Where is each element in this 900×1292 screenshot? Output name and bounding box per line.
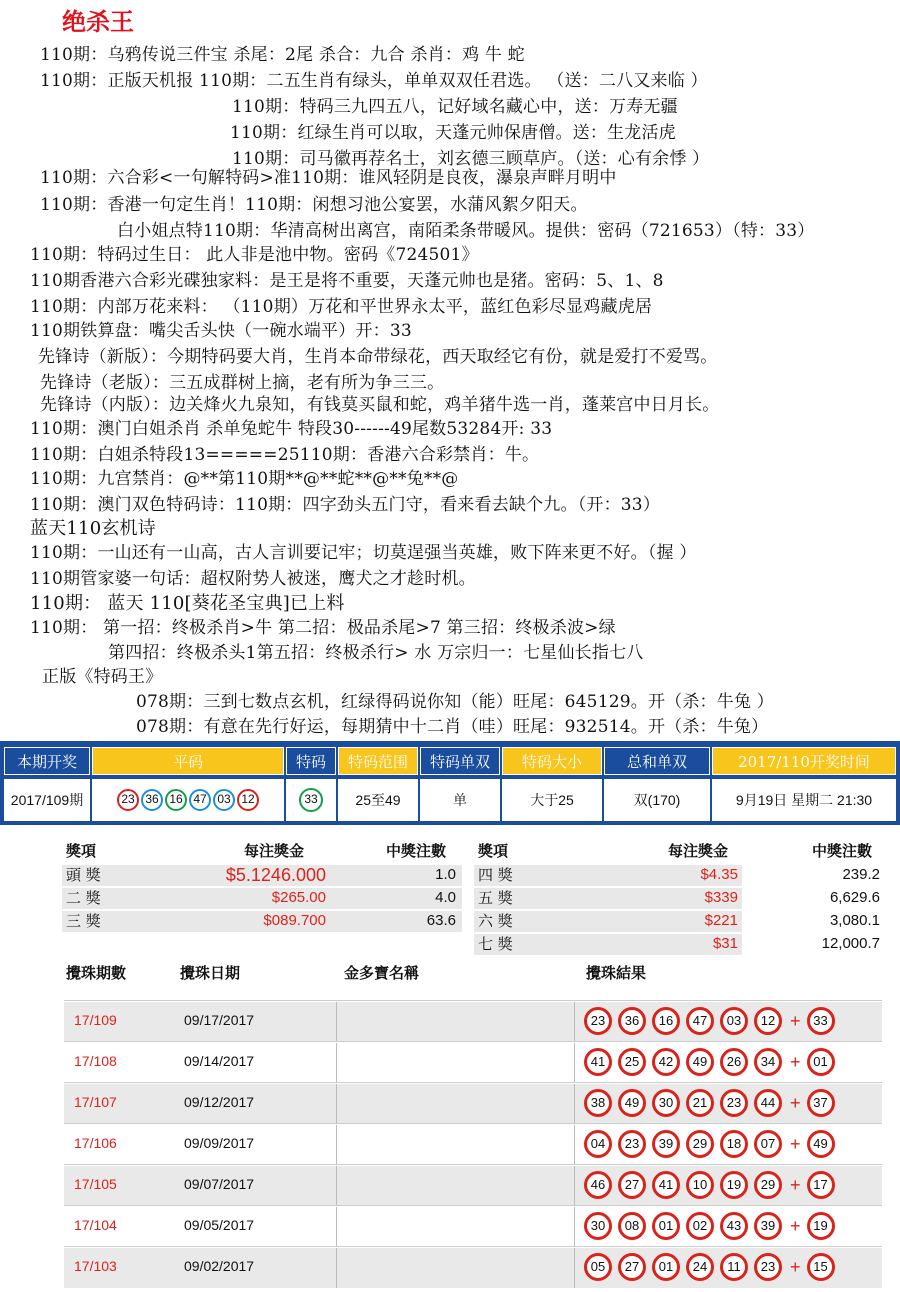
prediction-line: 正版《特码王》 — [42, 667, 163, 687]
history-row — [64, 1207, 882, 1247]
prediction-line: 110期：正版天机报 110期：二五生肖有绿头，单单双双任君选。 （送：二八又来临 ） — [40, 71, 708, 91]
col-divider — [336, 1084, 337, 1124]
prediction-line: 110期：一山还有一山高，古人言训要记牢；切莫逞强当英雄，败下阵来更不好。（握 ） — [30, 543, 697, 563]
prize-count: 12,000.7 — [821, 935, 880, 952]
prize-row — [474, 933, 886, 955]
prize-row — [474, 910, 886, 932]
ball: 10 — [686, 1171, 714, 1199]
prize-row — [474, 887, 886, 909]
draw-result-table — [0, 741, 900, 825]
row-divider — [64, 1041, 882, 1042]
ball: 19 — [720, 1171, 748, 1199]
header-range: 特码范围 — [338, 747, 418, 775]
ball: 43 — [720, 1212, 748, 1240]
prize-amount: $265.00 — [271, 889, 326, 906]
history-period: 17/106 — [74, 1135, 117, 1151]
ball: 23 — [584, 1007, 612, 1035]
ball: 30 — [652, 1089, 680, 1117]
ball: 44 — [754, 1089, 782, 1117]
col-divider — [574, 1043, 575, 1083]
prize-count: 6,629.6 — [829, 889, 880, 906]
history-date: 09/12/2017 — [184, 1094, 255, 1110]
prediction-line: 白小姐点特110期：华清高树出离宫，南陌柔条带暖风。提供：密码（721653）（特：33） — [117, 221, 815, 241]
col-divider — [336, 1002, 337, 1042]
history-row — [64, 1125, 882, 1165]
special-ball: 49 — [807, 1130, 835, 1158]
row-divider — [64, 1205, 882, 1206]
history-date: 09/02/2017 — [184, 1258, 255, 1274]
prediction-line: 110期：内部万花来料： （110期）万花和平世界永太平，蓝红色彩尽显鸡藏虎居 — [30, 297, 653, 317]
ball: 39 — [652, 1130, 680, 1158]
plus-sign: + — [790, 1174, 801, 1195]
prize-count: 63.6 — [426, 912, 456, 929]
prize-amount: $221 — [704, 912, 738, 929]
prize-row — [62, 910, 462, 932]
row-shade — [62, 888, 462, 909]
ball: 47 — [189, 789, 211, 811]
history-balls — [584, 1130, 841, 1158]
prediction-line: 先锋诗（老版）：三五成群树上摘，老有所为争三三。 — [40, 373, 445, 393]
prediction-line: 110期：九宫禁肖：@**第110期**@**蛇**@**兔**@ — [30, 469, 459, 489]
prediction-line: 110期： 蓝天 110[葵花圣宝典]已上料 — [30, 593, 345, 614]
history-period: 17/108 — [74, 1053, 117, 1069]
prize-row — [62, 887, 462, 909]
row-divider — [64, 1000, 882, 1001]
draw-period: 2017/109期 — [4, 779, 90, 821]
history-date: 09/17/2017 — [184, 1012, 255, 1028]
special-ball: 33 — [807, 1007, 835, 1035]
normal-balls — [92, 779, 284, 821]
prize-count: 3,080.1 — [829, 912, 880, 929]
prediction-line: 110期：乌鸦传说三件宝 杀尾：2尾 杀合：九合 杀肖：鸡 牛 蛇 — [40, 45, 525, 65]
col-divider — [336, 1166, 337, 1206]
history-balls — [584, 1089, 841, 1117]
special-ball: 19 — [807, 1212, 835, 1240]
ball: 03 — [213, 789, 235, 811]
ball: 16 — [165, 789, 187, 811]
ball: 18 — [720, 1130, 748, 1158]
history-row — [64, 1043, 882, 1083]
ball: 01 — [652, 1212, 680, 1240]
prize-header-count-left: 中獎注數 — [386, 842, 447, 860]
ball: 12 — [754, 1007, 782, 1035]
history-header-result: 攪珠結果 — [586, 964, 647, 982]
history-header-date: 攪珠日期 — [180, 964, 241, 982]
prize-amount: $089.700 — [263, 912, 326, 929]
prediction-line: 先锋诗（内版）：边关烽火九泉知，有钱莫买鼠和蛇，鸡羊猪牛选一肖，蓬莱宫中日月长。 — [40, 395, 720, 415]
col-divider — [336, 1207, 337, 1247]
ball: 08 — [618, 1212, 646, 1240]
history-period: 17/104 — [74, 1217, 117, 1233]
col-divider — [336, 1125, 337, 1165]
prediction-line: 078期：三到七数点玄机，红绿得码说你知（能）旺尾：645129。开（杀：牛兔 ） — [136, 692, 774, 712]
prize-amount: $4.35 — [700, 866, 738, 883]
row-shade — [62, 911, 462, 932]
ball: 23 — [754, 1253, 782, 1281]
ball: 49 — [686, 1048, 714, 1076]
prediction-line: 第四招：终极杀头1第五招：终极杀行> 水 万宗归一：七星仙长指七八 — [108, 643, 644, 663]
prize-count: 4.0 — [435, 889, 456, 906]
history-row — [64, 1166, 882, 1206]
prediction-line: 110期管家婆一句话：超权附势人被迷，鹰犬之才趁时机。 — [30, 569, 476, 589]
prize-name: 四 獎 — [478, 866, 513, 884]
ball: 01 — [652, 1253, 680, 1281]
plus-sign: + — [790, 1092, 801, 1113]
ball: 30 — [584, 1212, 612, 1240]
ball: 16 — [652, 1007, 680, 1035]
row-shade — [474, 934, 742, 955]
history-header-pool: 金多寶名稱 — [344, 964, 420, 982]
prediction-line: 110期：澳门双色特码诗：110期：四字劲头五门守，看来看去缺个九。（开：33） — [30, 495, 661, 515]
row-divider — [64, 1123, 882, 1124]
ball: 23 — [117, 789, 139, 811]
ball: 49 — [618, 1089, 646, 1117]
ball: 42 — [652, 1048, 680, 1076]
ball: 46 — [584, 1171, 612, 1199]
row-divider — [64, 1246, 882, 1247]
special-ball — [286, 779, 336, 821]
header-special: 特码 — [286, 747, 336, 775]
prediction-line: 110期：香港一句定生肖！110期：闲想习池公宴罢，水蒲风絮夕阳天。 — [40, 195, 588, 215]
plus-sign: + — [790, 1133, 801, 1154]
header-current: 本期开奖 — [4, 747, 90, 775]
prediction-line: 110期：特码三九四五八，记好域名藏心中，送：万寿无疆 — [232, 97, 678, 117]
ball: 04 — [584, 1130, 612, 1158]
col-divider — [574, 1207, 575, 1247]
prize-header-amount-right: 每注獎金 — [668, 842, 729, 860]
prize-header-amount-left: 每注獎金 — [244, 842, 305, 860]
prediction-line: 先锋诗（新版）：今期特码要大肖，生肖本命带绿花，西天取经它有份，就是爱打不爱骂。 — [38, 347, 718, 367]
col-divider — [574, 1002, 575, 1042]
history-balls — [584, 1048, 841, 1076]
col-divider — [574, 1084, 575, 1124]
history-period: 17/109 — [74, 1012, 117, 1028]
prize-count: 239.2 — [842, 866, 880, 883]
draw-oddeven: 单 — [420, 779, 500, 821]
prediction-line: 110期：红绿生肖可以取，天蓬元帅保唐僧。送：生龙活虎 — [230, 123, 676, 143]
ball: 21 — [686, 1089, 714, 1117]
prediction-line: 110期：六合彩<一句解特码>准110期：谁风轻阴是良夜，瀑泉声畔月明中 — [40, 168, 617, 188]
ball: 29 — [754, 1171, 782, 1199]
prize-amount: $31 — [712, 935, 738, 952]
draw-next-time: 9月19日 星期二 21:30 — [712, 779, 896, 821]
ball: 27 — [618, 1171, 646, 1199]
history-period: 17/107 — [74, 1094, 117, 1110]
special-ball: 17 — [807, 1171, 835, 1199]
prize-row — [474, 864, 886, 886]
prediction-line: 110期香港六合彩光碟独家料：是王是将不重要，天蓬元帅也是猪。密码：5、1、8 — [30, 271, 664, 291]
ball: 36 — [618, 1007, 646, 1035]
ball: 24 — [686, 1253, 714, 1281]
ball: 05 — [584, 1253, 612, 1281]
page-title: 绝杀王 — [62, 7, 134, 36]
prize-amount: $5.1246.000 — [225, 865, 326, 885]
history-period: 17/105 — [74, 1176, 117, 1192]
prediction-line: 110期铁算盘：嘴尖舌头快（一碗水端平）开：33 — [30, 321, 412, 341]
col-divider — [574, 1166, 575, 1206]
prize-count: 1.0 — [435, 866, 456, 883]
prediction-line: 蓝天110玄机诗 — [30, 518, 156, 539]
history-balls — [584, 1007, 841, 1035]
ball: 29 — [686, 1130, 714, 1158]
prize-name: 二 獎 — [66, 889, 101, 907]
ball: 07 — [754, 1130, 782, 1158]
prediction-line: 110期：白姐杀特段13=====25110期：香港六合彩禁肖：牛。 — [30, 445, 540, 465]
ball: 12 — [237, 789, 259, 811]
row-shade — [474, 888, 742, 909]
header-oddeven: 特码单双 — [420, 747, 500, 775]
ball: 47 — [686, 1007, 714, 1035]
history-balls — [584, 1253, 841, 1281]
col-divider — [574, 1125, 575, 1165]
prediction-line: 110期：特码过生日： 此人非是池中物。密码《724501》 — [30, 245, 479, 265]
prediction-line: 110期： 第一招：终极杀肖>牛 第二招：极品杀尾>7 第三招：终极杀波>绿 — [30, 618, 616, 638]
row-divider — [64, 1164, 882, 1165]
plus-sign: + — [790, 1010, 801, 1031]
ball: 23 — [618, 1130, 646, 1158]
history-row — [64, 1002, 882, 1042]
ball: 03 — [720, 1007, 748, 1035]
history-date: 09/09/2017 — [184, 1135, 255, 1151]
ball: 39 — [754, 1212, 782, 1240]
prize-name: 頭 獎 — [66, 866, 101, 884]
prize-name: 七 獎 — [478, 935, 513, 953]
history-date: 09/05/2017 — [184, 1217, 255, 1233]
prize-name: 六 獎 — [478, 912, 513, 930]
ball: 38 — [584, 1089, 612, 1117]
special-ball: 37 — [807, 1089, 835, 1117]
ball: 33 — [299, 788, 323, 812]
history-date: 09/07/2017 — [184, 1176, 255, 1192]
ball: 36 — [141, 789, 163, 811]
prediction-line: 110期：司马徽再荐名士，刘玄德三顾草庐。（送：心有余悸 ） — [232, 149, 710, 169]
prize-amount: $339 — [704, 889, 738, 906]
history-row — [64, 1248, 882, 1288]
prediction-line: 078期：有意在先行好运，每期猜中十二肖（哇）旺尾：932514。开（杀：牛兔） — [136, 717, 769, 737]
plus-sign: + — [790, 1256, 801, 1277]
prize-name: 三 獎 — [66, 912, 101, 930]
history-date: 09/14/2017 — [184, 1053, 255, 1069]
plus-sign: + — [790, 1215, 801, 1236]
history-balls — [584, 1212, 841, 1240]
ball: 27 — [618, 1253, 646, 1281]
history-header-period: 攪珠期數 — [66, 964, 127, 982]
header-size: 特码大小 — [502, 747, 602, 775]
row-divider — [64, 1082, 882, 1083]
special-ball: 01 — [807, 1048, 835, 1076]
col-divider — [574, 1248, 575, 1288]
ball: 26 — [720, 1048, 748, 1076]
header-normal: 平码 — [92, 747, 284, 775]
prediction-line: 110期：澳门白姐杀肖 杀单兔蛇牛 特段30------49尾数53284开: 33 — [30, 419, 553, 439]
draw-range: 25至49 — [338, 779, 418, 821]
ball: 25 — [618, 1048, 646, 1076]
plus-sign: + — [790, 1051, 801, 1072]
prize-header-name-right: 獎項 — [478, 842, 509, 860]
col-divider — [336, 1248, 337, 1288]
prize-name: 五 獎 — [478, 889, 513, 907]
draw-sum: 双(170) — [604, 779, 710, 821]
history-period: 17/103 — [74, 1258, 117, 1274]
draw-size: 大于25 — [502, 779, 602, 821]
ball: 41 — [584, 1048, 612, 1076]
history-balls — [584, 1171, 841, 1199]
ball: 41 — [652, 1171, 680, 1199]
special-ball: 15 — [807, 1253, 835, 1281]
ball: 11 — [720, 1253, 748, 1281]
header-time: 2017/110开奖时间 — [712, 747, 896, 775]
history-row — [64, 1084, 882, 1124]
prize-row — [62, 864, 462, 886]
ball: 02 — [686, 1212, 714, 1240]
prize-header-count-right: 中獎注數 — [812, 842, 873, 860]
prize-header-name-left: 獎項 — [66, 842, 97, 860]
ball: 34 — [754, 1048, 782, 1076]
ball: 23 — [720, 1089, 748, 1117]
header-sum: 总和单双 — [604, 747, 710, 775]
col-divider — [336, 1043, 337, 1083]
row-shade — [474, 911, 742, 932]
